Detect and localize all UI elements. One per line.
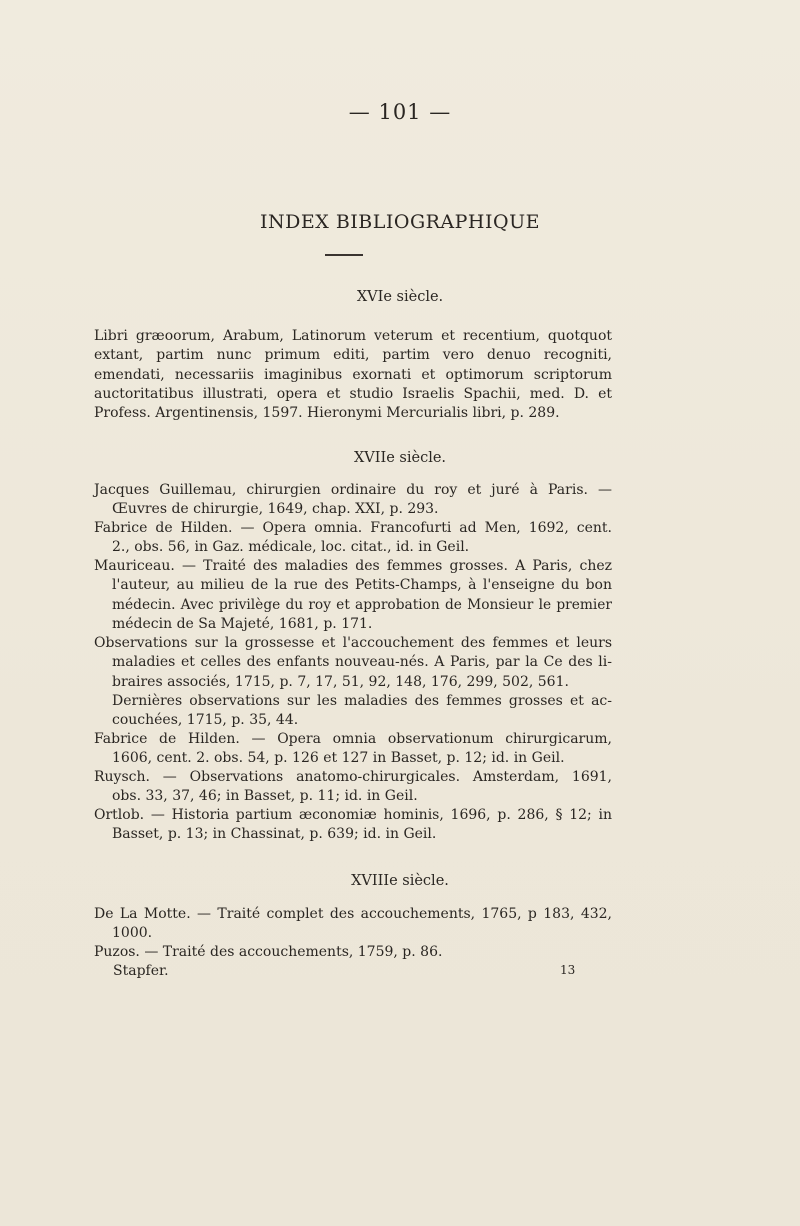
text-line: Basset, p. 13; in Chassinat, p. 639; id. in Geil. [112, 826, 437, 843]
entry-guillemau [94, 481, 612, 520]
text-line: Fabrice de Hilden. — Opera omnia observationum chirurgicarum, [94, 731, 612, 747]
page-number: — 101 — [348, 100, 452, 124]
text-line: Mauriceau. — Traité des maladies des femmes grosses. A Paris, chez [94, 558, 612, 574]
text-line: maladies et celles des enfants nouveau-nés. A Paris, par la Ce des li- [112, 654, 612, 671]
text-line: 1606, cent. 2. obs. 54, p. 126 et 127 in Basset, p. 12; id. in Geil. [112, 750, 565, 767]
text-line: Œuvres de chirurgie, 1649, chap. XXI, p. 293. [112, 501, 439, 518]
title-rule [325, 254, 363, 256]
text-line: emendati, necessariis imaginibus exornati et optimorum scriptorum [94, 366, 612, 383]
text-line: l'auteur, au milieu de la rue des Petits-Champs, à l'enseigne du bon [112, 577, 612, 594]
text-line: Libri græoorum, Arabum, Latinorum veterum et recentium, quotquot [94, 328, 612, 344]
entry-observations [94, 634, 612, 692]
text-line: auctoritatibus illustrati, opera et studio Israelis Spachii, med. D. et [94, 385, 612, 402]
entry-mauriceau [94, 557, 612, 634]
section-heading-xvi [0, 289, 800, 305]
text-line: De La Motte. — Traité complet des accouchements, 1765, p 183, 432, [94, 906, 612, 922]
entry-de-la-motte [94, 905, 612, 944]
text-line: Dernières observations sur les maladies des femmes grosses et ac- [112, 693, 612, 709]
text-line: 2., obs. 56, in Gaz. médicale, loc. citat., id. in Geil. [112, 539, 470, 556]
section-heading-text: XVIIe siècle. [353, 450, 447, 466]
text-line: braires associés, 1715, p. 7, 17, 51, 92, 148, 176, 299, 502, 561. [112, 673, 569, 690]
text-line: 1000. [112, 925, 153, 942]
text-line: Jacques Guillemau, chirurgien ordinaire du roy et juré à Paris. — [94, 482, 612, 498]
entry-hilden-1692 [94, 519, 612, 558]
text-line: couchées, 1715, p. 35, 44. [112, 712, 299, 729]
signature-mark: 13 [560, 963, 576, 977]
text-line: Puzos. — Traité des accouchements, 1759, p. 86. [94, 944, 443, 960]
text-line: médecin. Avec privilège du roy et approbation de Monsieur le premier [112, 596, 612, 613]
footer-author: Stapfer. [113, 963, 169, 979]
entry-hilden-1606 [94, 730, 612, 769]
text-line: obs. 33, 37, 46; in Basset, p. 11; id. in Geil. [112, 788, 418, 805]
text-line: Profess. Argentinensis, 1597. Hieronymi Mercurialis libri, p. 289. [94, 405, 560, 422]
entry-puzos [94, 943, 612, 962]
text-line: Fabrice de Hilden. — Opera omnia. Francofurti ad Men, 1692, cent. [94, 520, 612, 536]
text-line: Ruysch. — Observations anatomo-chirurgicales. Amsterdam, 1691, [94, 769, 612, 785]
entry-dernieres-observations [94, 692, 612, 731]
text-line: Observations sur la grossesse et l'accouchement des femmes et leurs [94, 635, 612, 651]
section-heading-xvii [0, 450, 800, 466]
section-heading-xviii [0, 873, 800, 889]
entry-ortlob [94, 806, 612, 845]
section-heading-text: XVIIIe siècle. [351, 873, 449, 889]
text-line: Ortlob. — Historia partium æconomiæ hominis, 1696, p. 286, § 12; in [94, 807, 612, 823]
entry-xvi-libri [94, 327, 612, 423]
text-line: médecin de Sa Majeté, 1681, p. 171. [112, 615, 373, 632]
text-line: extant, partim nunc primum editi, partim vero denuo recogniti, [94, 347, 612, 364]
section-heading-text: XVIe siècle. [356, 289, 444, 305]
page-title: INDEX BIBLIOGRAPHIQUE [260, 211, 540, 233]
entry-ruysch [94, 768, 612, 807]
